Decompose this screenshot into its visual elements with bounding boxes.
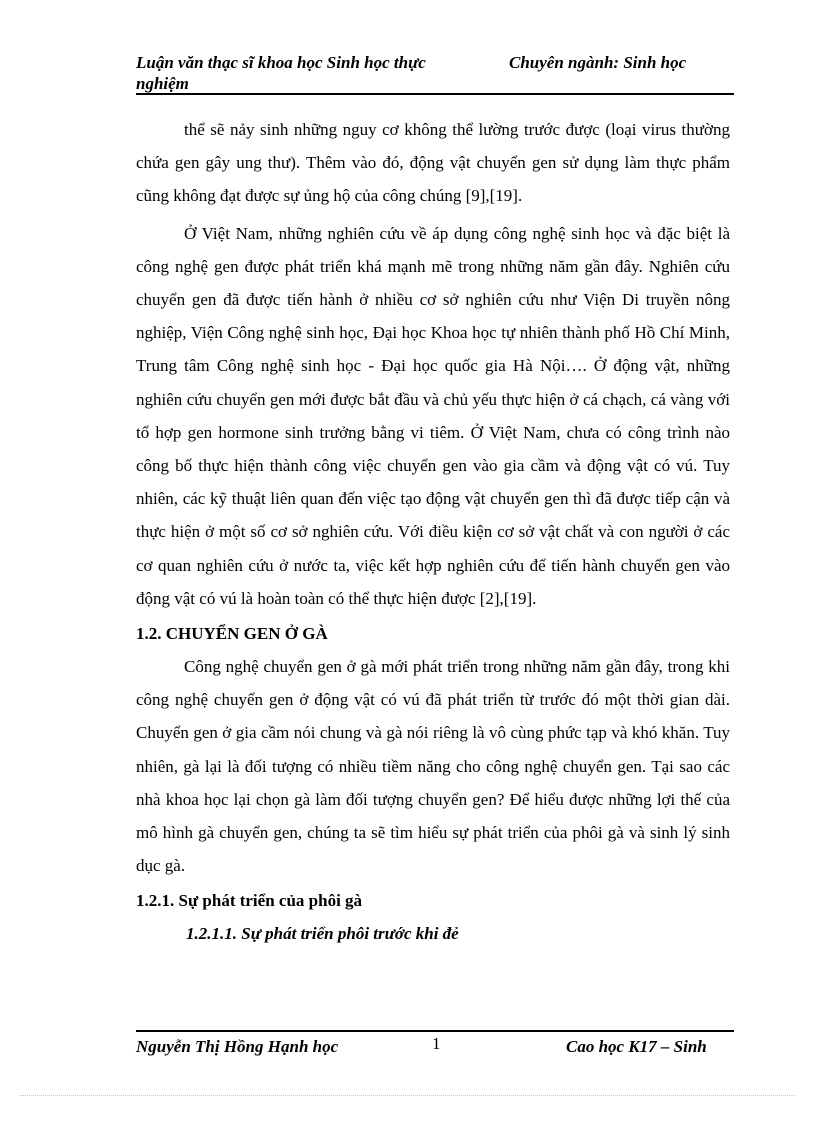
page-body (136, 113, 730, 949)
footer-divider (136, 1030, 734, 1032)
section-heading: 1.2. CHUYỂN GEN Ở GÀ (136, 624, 328, 644)
paragraph-3: Công nghệ chuyển gen ở gà mới phát triển trong những năm gần đây, trong khi công nghệ chuyển gen ở động vật có vú đã phát triển từ trước đó một thời gian dài. Chuyển gen ở gia cầm nói chung và gà nói riêng là vô cùng phức tạp và khó khăn. Tuy nhiên, gà lại là đối tượng có nhiều tiềm năng cho công nghệ chuyển gen. Tại sao các nhà khoa học lại chọn gà làm đối tượng chuyển gen? Để hiểu được những lợi thế của mô hình gà chuyển gen, chúng ta sẽ tìm hiểu sự phát triển của phôi gà và sinh lý sinh dục gà. (136, 657, 730, 876)
footer-course: Cao học K17 – Sinh (566, 1037, 707, 1056)
paragraph-2: Ở Việt Nam, những nghiên cứu về áp dụng công nghệ sinh học và đặc biệt là công nghệ gen được phát triển khá mạnh mẽ trong những năm gần đây. Nghiên cứu chuyển gen đã được tiến hành ở nhiều cơ sở nghiên cứu như Viện Di truyền nông nghiệp, Viện Công nghệ sinh học, Đại học Khoa học tự nhiên thành phố Hồ Chí Minh, Trung tâm Công nghệ sinh học - Đại học quốc gia Hà Nội…. Ở động vật, những nghiên cứu chuyển gen mới được bắt đầu và chủ yếu thực hiện ở cá chạch, cá vàng với tổ hợp gen hormone sinh trưởng bằng vi tiêm. Ở Việt Nam, chưa có công trình nào công bố thực hiện thành công việc chuyển gen vào gia cầm và động vật có vú. Tuy nhiên, các kỹ thuật liên quan đến việc tạo động vật chuyển gen thì đã được tiếp cận và thực hiện ở một số cơ sở nghiên cứu. Với điều kiện cơ sở vật chất và con người ở các cơ quan nghiên cứu ở nước ta, việc kết hợp nghiên cứu để tiến hành chuyển gen vào động vật có vú là hoàn toàn có thể thực hiện được [2],[19]. (136, 223, 730, 608)
header-divider (136, 93, 734, 95)
subsection-heading: 1.2.1. Sự phát triển của phôi gà (136, 891, 363, 911)
paragraph-1: thể sẽ nảy sinh những nguy cơ không thể lường trước được (loại virus thường chứa gen gây ung thư). Thêm vào đó, động vật chuyển gen sử dụng làm thực phẩm cũng không đạt được sự ủng hộ của công chúng [9],[19]. (136, 120, 730, 206)
subsubsection-heading: 1.2.1.1. Sự phát triển phôi trước khi đẻ (186, 924, 459, 944)
page-break-line (20, 1095, 796, 1096)
footer-author: Nguyễn Thị Hồng Hạnh học (136, 1037, 339, 1056)
header-thesis-title: Luận văn thạc sĩ khoa học Sinh học thực nghiệm (136, 53, 426, 93)
header-specialization: Chuyên ngành: Sinh học (509, 53, 687, 72)
page-number: 1 (432, 1034, 441, 1053)
